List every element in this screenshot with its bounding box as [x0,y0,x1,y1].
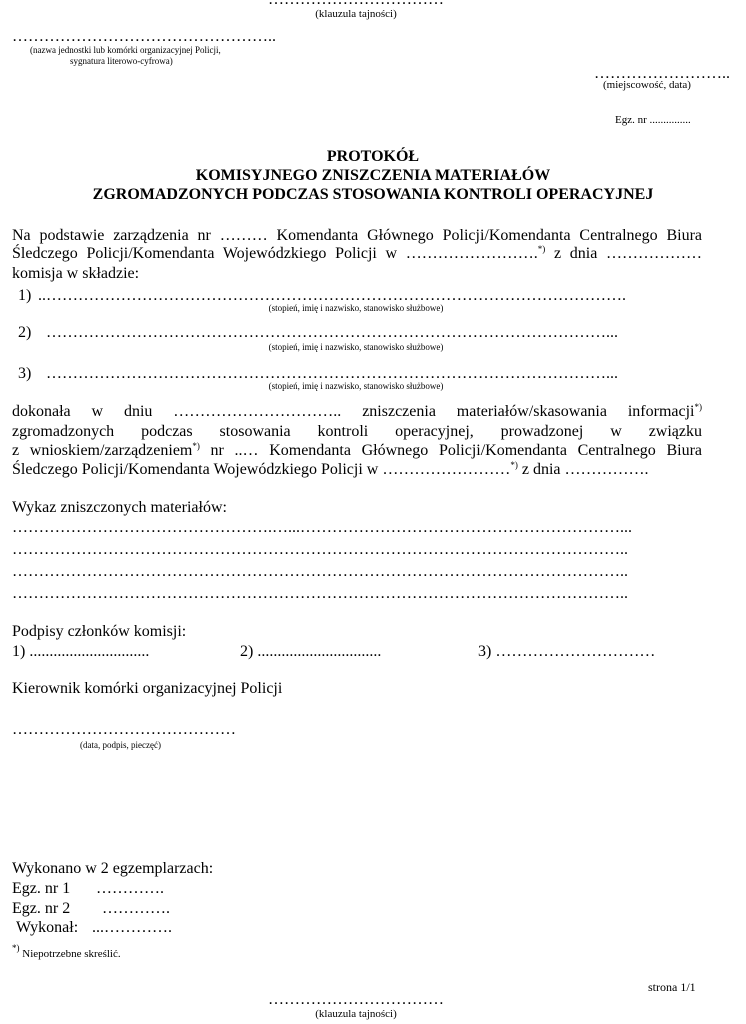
footnote: *) Niepotrzebne skreślić. [12,943,121,960]
intro-line-2: Śledczego Policji/Komendanta Wojewódzkiego Policji w …………………….*) z dnia ……………… [12,244,702,262]
copy-2-label: Egz. nr 2 [12,900,71,917]
head-of-unit-dots: …………………………………… [12,721,236,738]
top-classification-caption: (klauzula tajności) [315,8,397,20]
head-of-unit-caption: (data, podpis, pieczęć) [80,740,161,750]
member-1-number: 1) [18,287,32,304]
document-title-line-1: PROTOKÓŁ [326,148,420,165]
member-3-number: 3) [18,365,32,382]
unit-name-caption-2: sygnatura literowo-cyfrowa) [70,56,173,66]
page-number: strona 1/1 [648,980,696,994]
materials-heading: Wykaz zniszczonych materiałów: [12,499,227,516]
prepared-by-label: Wykonał: [16,919,79,936]
member-1-dots: ..………………………………………………………………………………………………. [38,287,626,304]
materials-line-4: …………………………………………………………………………………………………….. [12,585,628,602]
copies-heading: Wykonano w 2 egzemplarzach: [12,860,214,877]
member-3-dots: ……………………………………………………………………………………………... [46,365,618,382]
unit-name-dots: ………………………………………….. [12,28,276,45]
materials-line-1: ………………………………………….…...……………………………………………………... [12,519,632,536]
document-title-line-3: ZGROMADZONYCH PODCZAS STOSOWANIA KONTROLI OPERACYJNEJ [92,186,654,203]
place-date-caption: (miejscowość, data) [603,79,691,91]
materials-line-3: …………………………………………………………………………………………………….. [12,563,628,580]
copy-number: Egz. nr ............... [615,114,691,126]
intro-line-3: komisja w składzie: [12,265,140,282]
intro-line-1: Na podstawie zarządzenia nr ……… Komendanta Głównego Policji/Komendanta Centralnego Biura [12,227,702,244]
signature-3: 3) ………………………… [478,643,656,660]
member-2-dots: ……………………………………………………………………………………………... [46,324,618,341]
bottom-classification-caption: (klauzula tajności) [315,1008,397,1020]
member-3-caption: (stopień, imię i nazwisko, stanowisko służbowe) [268,381,444,391]
signature-1: 1) .............................. [12,643,150,660]
unit-name-caption-1: (nazwa jednostki lub komórki organizacyjnej Policji, [30,45,221,55]
document-title-line-2: KOMISYJNEGO ZNISZCZENIA MATERIAŁÓW [195,167,551,184]
para2-line-1: dokonała w dniu ………………………….. zniszczenia materiałów/skasowania informacji*) [12,402,702,420]
head-of-unit-label: Kierownik komórki organizacyjnej Policji [12,680,283,697]
materials-line-2: …………………………………………………………………………………………………….. [12,541,628,558]
copy-2-dots: …………. [102,900,170,917]
member-2-caption: (stopień, imię i nazwisko, stanowisko służbowe) [268,342,444,352]
place-date-dots: …………………….. [594,65,730,82]
copy-1-dots: …………. [96,880,164,897]
member-1-caption: (stopień, imię i nazwisko, stanowisko służbowe) [268,303,444,313]
signatures-heading: Podpisy członków komisji: [12,623,187,640]
signature-2: 2) ............................... [240,643,382,660]
para2-line-4: Śledczego Policji/Komendanta Wojewódzkiego Policji w ……………………*) z dnia ……………. [12,460,649,478]
member-2-number: 2) [18,324,32,341]
bottom-classification-dots: …………………………… [268,991,444,1008]
copy-1-label: Egz. nr 1 [12,880,71,897]
prepared-by-dots: ...…………. [92,919,172,936]
para2-line-2: zgromadzonych podczas stosowania kontroli operacyjnej, prowadzonej w związku [12,423,702,440]
para2-line-3: z wnioskiem/zarządzeniem*) nr ..… Komendanta Głównego Policji/Komendanta Centralnego Biura [12,441,703,459]
